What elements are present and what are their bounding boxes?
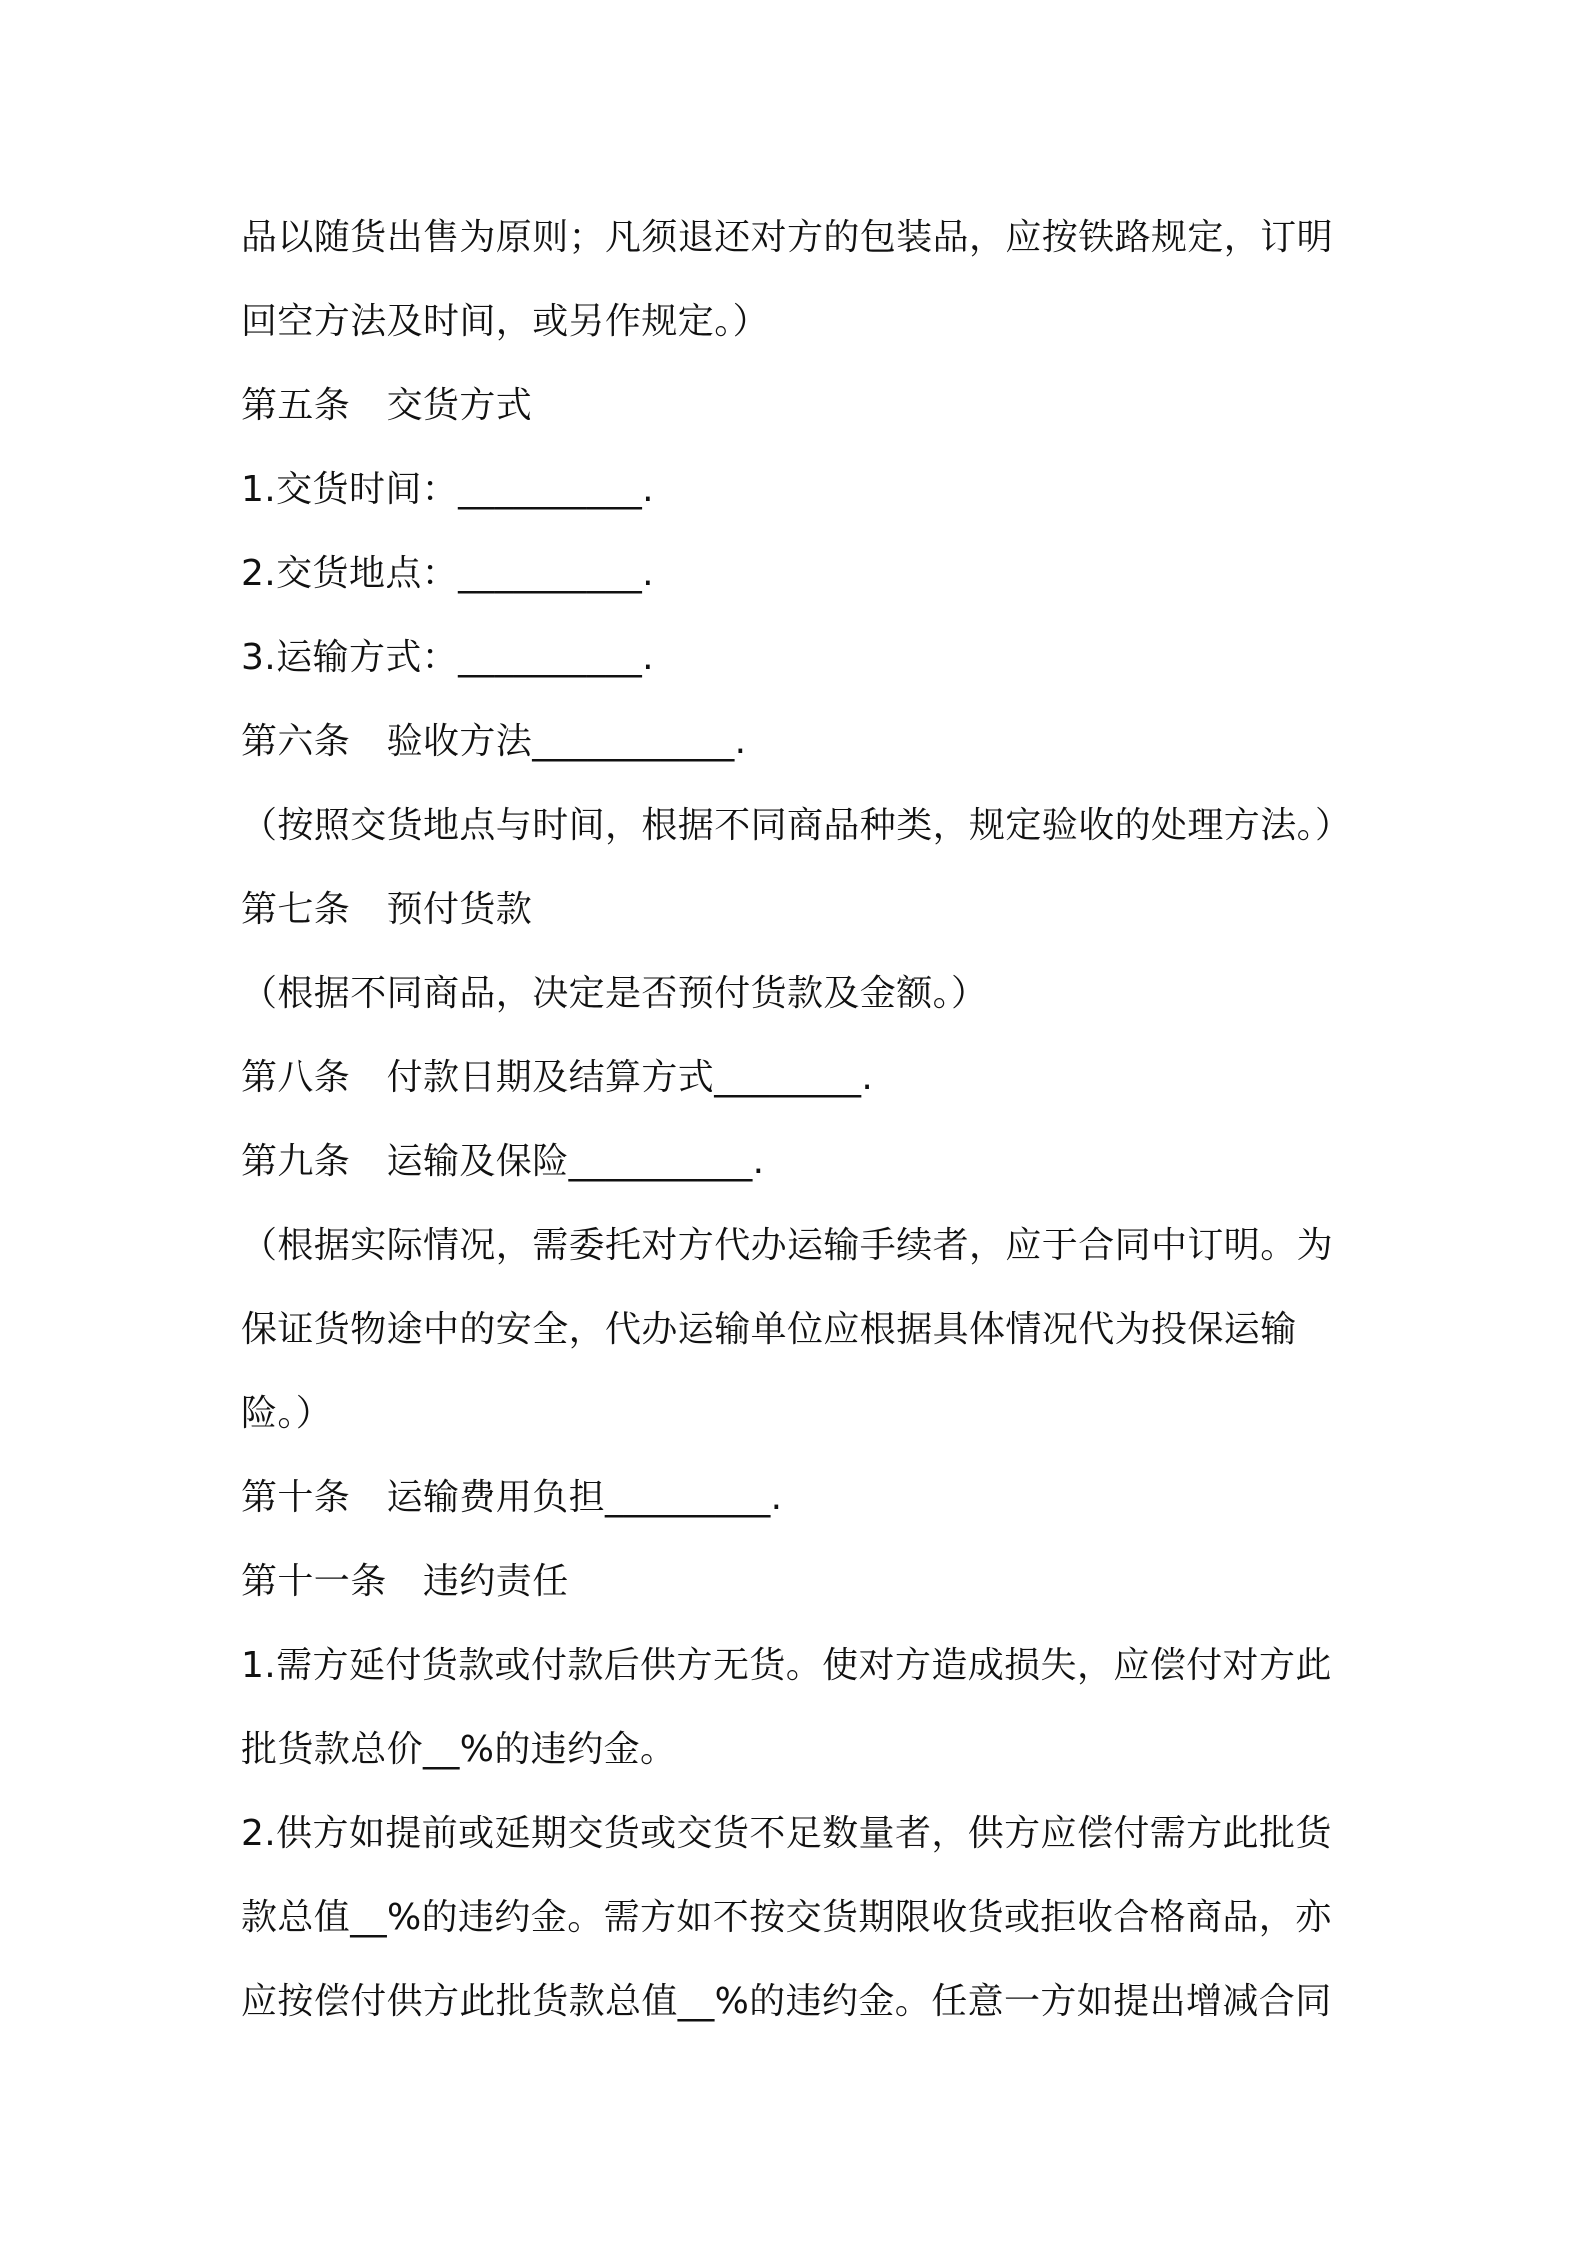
article-heading: 第六条 验收方法___________. xyxy=(241,721,747,762)
text-line: 应按偿付供方此批货款总值__%的违约金。任意一方如提出增减合同 xyxy=(241,1981,1332,2022)
text-line: 品以随货出售为原则；凡须退还对方的包装品，应按铁路规定，订明 xyxy=(241,217,1334,258)
text-line: 回空方法及时间，或另作规定。） xyxy=(241,301,770,342)
text-line: （根据实际情况，需委托对方代办运输手续者，应于合同中订明。为 xyxy=(241,1225,1334,1266)
text-line: 2.交货地点：__________. xyxy=(241,553,654,594)
text-line: 3.运输方式：__________. xyxy=(241,637,654,678)
article-heading: 第十条 运输费用负担_________. xyxy=(241,1477,783,1518)
article-heading: 第七条 预付货款 xyxy=(241,889,533,930)
text-line: 1.交货时间：__________. xyxy=(241,469,654,510)
text-line: 2.供方如提前或延期交货或交货不足数量者，供方应偿付需方此批货 xyxy=(241,1813,1332,1854)
text-line: 保证货物途中的安全，代办运输单位应根据具体情况代为投保运输 xyxy=(241,1309,1297,1350)
article-heading: 第八条 付款日期及结算方式________. xyxy=(241,1057,874,1098)
document-body xyxy=(241,196,1361,2044)
text-line: 批货款总价__%的违约金。 xyxy=(241,1729,677,1770)
text-line: 险。） xyxy=(241,1393,333,1434)
text-line: 款总值__%的违约金。需方如不按交货期限收货或拒收合格商品，亦 xyxy=(241,1897,1332,1938)
text-line: （按照交货地点与时间，根据不同商品种类，规定验收的处理方法。） xyxy=(241,805,1352,846)
article-heading: 第九条 运输及保险__________. xyxy=(241,1141,765,1182)
article-heading: 第十一条 违约责任 xyxy=(241,1561,569,1602)
article-heading: 第五条 交货方式 xyxy=(241,385,533,426)
text-line: （根据不同商品，决定是否预付货款及金额。） xyxy=(241,973,988,1014)
text-line: 1.需方延付货款或付款后供方无货。使对方造成损失，应偿付对方此 xyxy=(241,1645,1332,1686)
